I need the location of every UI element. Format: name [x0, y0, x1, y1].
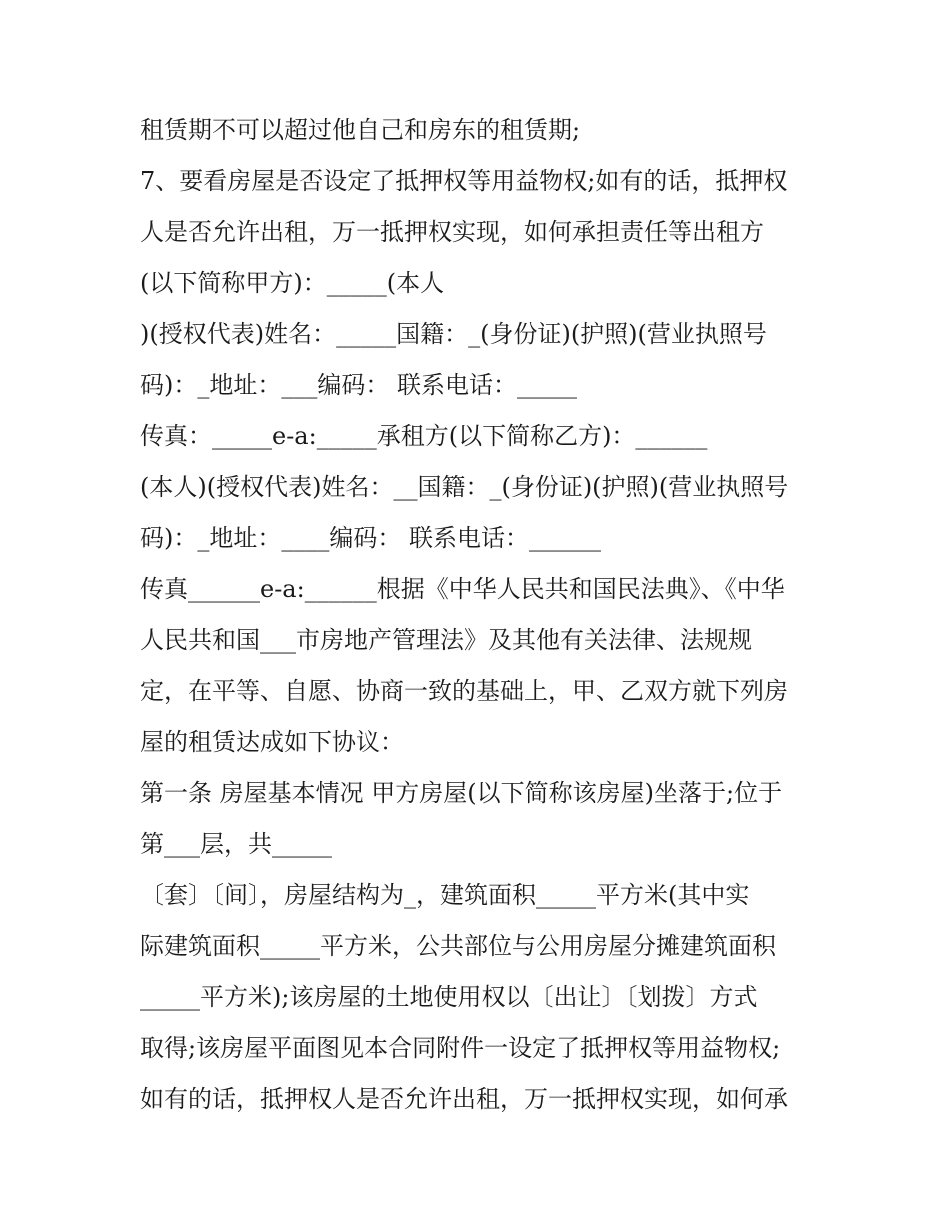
- document-body: [140, 105, 840, 1125]
- text-line: 如有的话，抵押权人是否允许出租，万一抵押权实现，如何承: [140, 1085, 788, 1113]
- text-line: 传真______e-a:______根据《中华人民共和国民法典》、《中华: [140, 575, 785, 603]
- text-line: )(授权代表)姓名：_____国籍：_(身份证)(护照)(营业执照号: [140, 320, 767, 348]
- text-line: 人民共和国___市房地产管理法》及其他有关法律、法规规: [140, 626, 752, 654]
- text-line: 定，在平等、自愿、协商一致的基础上，甲、乙双方就下列房: [140, 677, 788, 705]
- text-line: 取得;该房屋平面图见本合同附件一设定了抵押权等用益物权;: [140, 1034, 781, 1062]
- text-line: 码)：_地址：___编码： 联系电话：_____: [140, 371, 577, 399]
- text-line: (以下简称甲方)：_____(本人: [140, 269, 445, 297]
- text-line: 码)：_地址：____编码： 联系电话：______: [140, 524, 601, 552]
- text-line: 7、要看房屋是否设定了抵押权等用益物权;如有的话，抵押权: [140, 167, 788, 195]
- text-line: 〔套〕〔间〕，房屋结构为_，建筑面积_____平方米(其中实: [140, 881, 750, 909]
- text-line: 第___层，共_____: [140, 830, 332, 858]
- text-line: 际建筑面积_____平方米，公共部位与公用房屋分摊建筑面积: [140, 932, 776, 960]
- text-line: _____平方米);该房屋的土地使用权以〔出让〕〔划拨〕方式: [140, 983, 758, 1011]
- text-line: 人是否允许出租，万一抵押权实现，如何承担责任等出租方: [140, 218, 764, 246]
- text-line: 屋的租赁达成如下协议：: [140, 728, 404, 756]
- text-line: 传真：_____e-a:_____承租方(以下简称乙方)：______: [140, 422, 708, 450]
- text-line: 租赁期不可以超过他自己和房东的租赁期;: [140, 116, 581, 144]
- text-line: 第一条 房屋基本情况 甲方房屋(以下简称该房屋)坐落于;位于: [140, 779, 783, 807]
- text-line: (本人)(授权代表)姓名：__国籍：_(身份证)(护照)(营业执照号: [140, 473, 789, 501]
